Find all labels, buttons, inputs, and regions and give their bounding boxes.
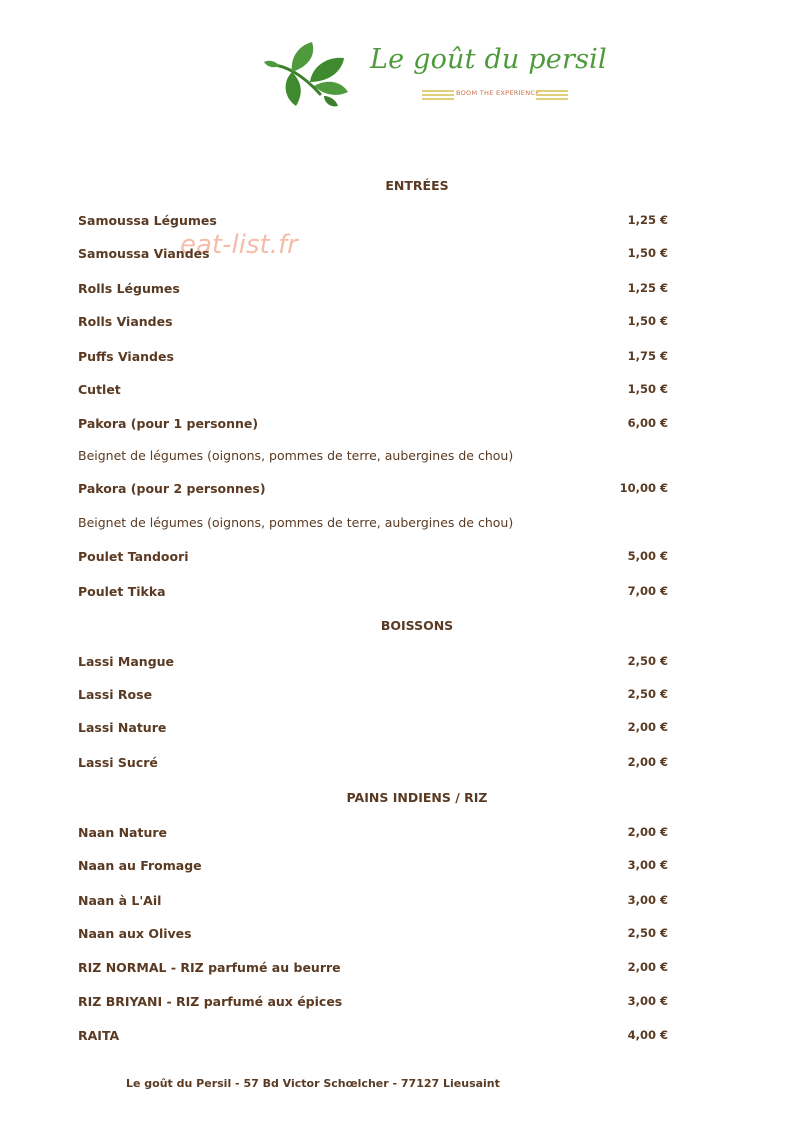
parsley-leaf-icon bbox=[262, 36, 372, 110]
item-price: 2,00 € bbox=[627, 755, 668, 769]
item-price: 2,00 € bbox=[627, 825, 668, 839]
item-price: 1,50 € bbox=[627, 382, 668, 396]
menu-item bbox=[78, 349, 668, 367]
item-name: Pakora (pour 1 personne) bbox=[78, 416, 259, 431]
item-price: 4,00 € bbox=[627, 1028, 668, 1042]
item-price: 6,00 € bbox=[627, 416, 668, 430]
item-price: 1,25 € bbox=[627, 281, 668, 295]
item-name: Naan aux Olives bbox=[78, 926, 192, 941]
item-price: 2,50 € bbox=[627, 687, 668, 701]
menu-item bbox=[78, 1028, 668, 1046]
item-price: 2,50 € bbox=[627, 654, 668, 668]
item-name: Poulet Tikka bbox=[78, 584, 166, 599]
section-title-pains: PAINS INDIENS / RIZ bbox=[346, 790, 488, 805]
menu-item bbox=[78, 755, 668, 773]
item-name: Poulet Tandoori bbox=[78, 549, 189, 564]
item-name: Lassi Nature bbox=[78, 720, 167, 735]
section-title-boissons: BOISSONS bbox=[380, 618, 454, 633]
menu-item bbox=[78, 213, 668, 231]
item-name: RIZ BRIYANI - RIZ parfumé aux épices bbox=[78, 994, 343, 1009]
menu-item bbox=[78, 584, 668, 602]
item-name: Samoussa Légumes bbox=[78, 213, 217, 228]
menu-item bbox=[78, 825, 668, 843]
menu-item bbox=[78, 281, 668, 299]
item-description: Beignet de légumes (oignons, pommes de terre, aubergines de chou) bbox=[78, 448, 514, 463]
item-name: Lassi Sucré bbox=[78, 755, 158, 770]
item-name: RIZ NORMAL - RIZ parfumé au beurre bbox=[78, 960, 341, 975]
item-price: 1,75 € bbox=[627, 349, 668, 363]
item-price: 3,00 € bbox=[627, 858, 668, 872]
tagline-block bbox=[422, 88, 568, 102]
item-price: 5,00 € bbox=[627, 549, 668, 563]
menu-item bbox=[78, 994, 668, 1012]
menu-item bbox=[78, 382, 668, 400]
item-price: 1,25 € bbox=[627, 213, 668, 227]
menu-item bbox=[78, 416, 668, 434]
item-name: Rolls Légumes bbox=[78, 281, 180, 296]
tagline-stripes-right bbox=[536, 90, 568, 100]
item-price: 1,50 € bbox=[627, 246, 668, 260]
item-price: 10,00 € bbox=[619, 481, 668, 495]
item-name: Naan au Fromage bbox=[78, 858, 202, 873]
item-name: Rolls Viandes bbox=[78, 314, 173, 329]
restaurant-logo bbox=[262, 36, 607, 110]
tagline-stripes-left bbox=[422, 90, 454, 100]
item-name: Lassi Rose bbox=[78, 687, 153, 702]
menu-item bbox=[78, 549, 668, 567]
watermark: eat-list.fr bbox=[180, 230, 298, 260]
item-price: 3,00 € bbox=[627, 893, 668, 907]
menu-item bbox=[78, 687, 668, 705]
menu-item bbox=[78, 654, 668, 672]
item-name: Naan à L'Ail bbox=[78, 893, 162, 908]
item-price: 1,50 € bbox=[627, 314, 668, 328]
menu-item bbox=[78, 481, 668, 499]
item-name: Lassi Mangue bbox=[78, 654, 175, 669]
item-name: Samoussa Viandes bbox=[78, 246, 210, 261]
item-price: 2,00 € bbox=[627, 720, 668, 734]
footer-address: Le goût du Persil - 57 Bd Victor Schœlcher - 77127 Lieusaint bbox=[126, 1077, 500, 1090]
menu-item bbox=[78, 893, 668, 911]
brand-name: Le goût du persil bbox=[370, 44, 607, 75]
menu-item bbox=[78, 246, 668, 264]
tagline: BOOM THE EXPERIENCE bbox=[456, 89, 540, 97]
item-name: RAITA bbox=[78, 1028, 120, 1043]
item-price: 3,00 € bbox=[627, 994, 668, 1008]
item-name: Pakora (pour 2 personnes) bbox=[78, 481, 266, 496]
item-price: 7,00 € bbox=[627, 584, 668, 598]
item-name: Puffs Viandes bbox=[78, 349, 174, 364]
menu-item bbox=[78, 858, 668, 876]
menu-item bbox=[78, 926, 668, 944]
section-title-entrees: ENTRÉES bbox=[385, 178, 449, 193]
item-price: 2,50 € bbox=[627, 926, 668, 940]
item-price: 2,00 € bbox=[627, 960, 668, 974]
item-description: Beignet de légumes (oignons, pommes de terre, aubergines de chou) bbox=[78, 515, 514, 530]
menu-item bbox=[78, 960, 668, 978]
item-name: Naan Nature bbox=[78, 825, 167, 840]
menu-item bbox=[78, 314, 668, 332]
menu-item bbox=[78, 720, 668, 738]
item-name: Cutlet bbox=[78, 382, 121, 397]
